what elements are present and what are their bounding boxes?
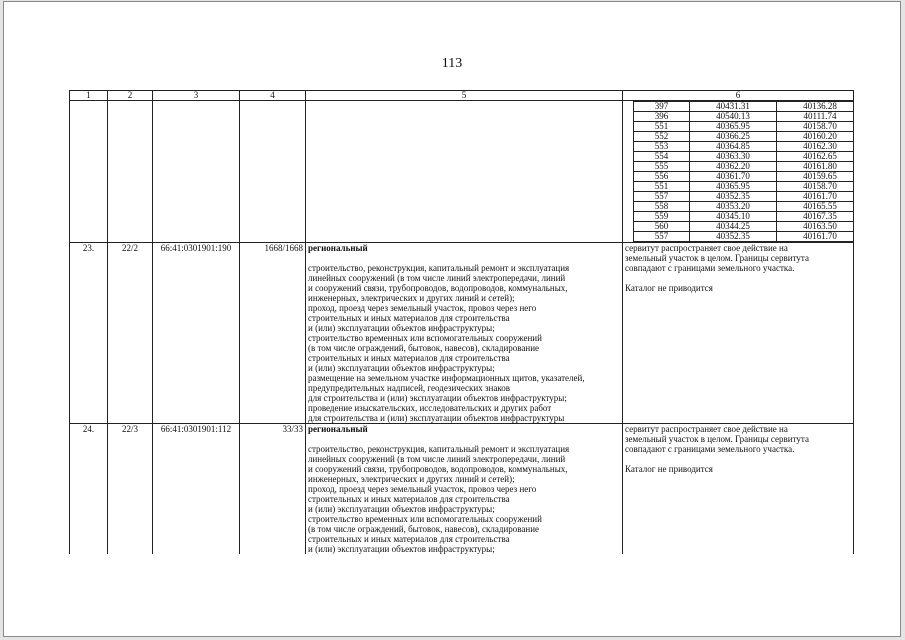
column-header: 3 [153,91,240,101]
description-line: проведение изыскательских, исследовательских и других работ [308,403,552,413]
coordinate-row [634,142,854,152]
coordinate-y: 40162.30 [777,142,854,152]
description-line: проход, проезд через земельный участок, провоз через него [308,484,537,494]
coordinate-row [634,132,854,142]
coordinate-x: 40352.35 [690,192,777,202]
description-line: и (или) эксплуатации объектов инфраструктуры; [308,363,495,373]
point-number: 557 [634,192,690,202]
row-number: 24. [70,424,108,555]
description-cell [306,424,623,555]
coordinate-y: 40160.20 [777,132,854,142]
description-line: размещение на земельном участке информационных щитов, указателей, [308,373,585,383]
table-row [70,424,854,555]
table-header-row [70,91,854,101]
note-line: сервитут распространяет свое действие на [625,243,788,253]
coordinate-x: 40353.20 [690,202,777,212]
column-header: 2 [108,91,153,101]
level-label: региональный [308,424,368,434]
coordinate-x: 40361.70 [690,172,777,182]
description-line: проход, проезд через земельный участок, провоз через него [308,303,537,313]
description-line: и сооружений связи, трубопроводов, водопроводов, коммунальных, [308,464,568,474]
column-header: 5 [306,91,623,101]
coordinate-row [634,122,854,132]
coordinate-row [634,172,854,182]
coordinate-x: 40363.30 [690,152,777,162]
description-cell [306,243,623,424]
note-line: сервитут распространяет свое действие на [625,424,788,434]
coordinate-x: 40366.25 [690,132,777,142]
coordinate-y: 40136.28 [777,102,854,112]
description-line: и сооружений связи, трубопроводов, водопроводов, коммунальных, [308,283,568,293]
coordinate-row [634,182,854,192]
note-cell [623,243,854,424]
cadastral-number: 66:41:0301901:190 [153,243,240,424]
point-number: 557 [634,232,690,242]
zone-number: 22/2 [108,243,153,424]
description-line: (в том числе ограждений, бытовок, навесов), складирование [308,343,540,353]
coordinate-row [634,202,854,212]
coordinate-y: 40165.55 [777,202,854,212]
description-line: строительство временных или вспомогательных сооружений [308,514,542,524]
coordinate-y: 40167.35 [777,212,854,222]
coordinate-row [634,102,854,112]
description-line: и (или) эксплуатации объектов инфраструктуры; [308,323,495,333]
point-number: 397 [634,102,690,112]
coordinate-x: 40431.31 [690,102,777,112]
description-line: и (или) эксплуатации объектов инфраструктуры; [308,544,495,554]
description-line: строительных и иных материалов для строительства [308,534,510,544]
coordinates-table [633,101,854,242]
coordinate-row [634,112,854,122]
coordinates-cell [623,101,854,243]
coordinate-y: 40161.70 [777,232,854,242]
note-cell [623,424,854,555]
note-line: земельный участок в целом. Границы сервитута [625,253,809,263]
easement-table [69,90,854,554]
description-line: строительных и иных материалов для строительства [308,353,510,363]
column-header: 1 [70,91,108,101]
continuation-row [70,101,854,243]
table-row [70,243,854,424]
coordinate-y: 40158.70 [777,182,854,192]
area-value: 1668/1668 [240,243,306,424]
description-line: линейных сооружений (в том числе линий электропередачи, линий [308,454,566,464]
coordinate-row [634,162,854,172]
description-line: для строительства и (или) эксплуатации объектов инфраструктуры; [308,393,567,403]
description-line: линейных сооружений (в том числе линий электропередачи, линий [308,273,566,283]
document-page [3,1,901,637]
coordinate-row [634,152,854,162]
description-line: строительных и иных материалов для строительства [308,313,510,323]
cadastral-number: 66:41:0301901:112 [153,424,240,555]
coordinate-y: 40162.65 [777,152,854,162]
column-header: 4 [240,91,306,101]
coordinate-x: 40365.95 [690,182,777,192]
area-value: 33/33 [240,424,306,555]
point-number: 551 [634,122,690,132]
point-number: 560 [634,222,690,232]
description-line: для строительства и (или) эксплуатации объектов инфраструктуры [308,413,565,423]
note-line: земельный участок в целом. Границы сервитута [625,434,809,444]
level-label: региональный [308,243,368,253]
point-number: 551 [634,182,690,192]
description-line: (в том числе ограждений, бытовок, навесов), складирование [308,524,540,534]
point-number: 555 [634,162,690,172]
point-number: 559 [634,212,690,222]
coordinate-x: 40540.13 [690,112,777,122]
point-number: 558 [634,202,690,212]
description-line: строительство, реконструкция, капитальный ремонт и эксплуатация [308,444,570,454]
coordinate-x: 40362.20 [690,162,777,172]
point-number: 554 [634,152,690,162]
point-number: 553 [634,142,690,152]
point-number: 556 [634,172,690,182]
coordinate-y: 40161.80 [777,162,854,172]
point-number: 396 [634,112,690,122]
zone-number: 22/3 [108,424,153,555]
catalog-note: Каталог не приводится [625,283,713,293]
coordinate-row [634,222,854,232]
note-line: совпадают с границами земельного участка. [625,263,795,273]
coordinate-x: 40344.25 [690,222,777,232]
coordinate-y: 40161.70 [777,192,854,202]
description-line: строительство, реконструкция, капитальный ремонт и эксплуатация [308,263,570,273]
description-line: и (или) эксплуатации объектов инфраструктуры; [308,504,495,514]
coordinate-y: 40163.50 [777,222,854,232]
coordinate-y: 40158.70 [777,122,854,132]
page-number: 113 [441,56,463,71]
description-line: предупредительных надписей, геодезических знаков [308,383,511,393]
coordinate-row [634,192,854,202]
point-number: 552 [634,132,690,142]
coordinate-x: 40345.10 [690,212,777,222]
coordinate-row [634,212,854,222]
catalog-note: Каталог не приводится [625,464,713,474]
column-header: 6 [623,91,854,101]
description-line: строительство временных или вспомогательных сооружений [308,333,542,343]
coordinate-x: 40365.95 [690,122,777,132]
coordinate-row [634,232,854,242]
note-line: совпадают с границами земельного участка. [625,444,795,454]
coordinate-x: 40364.85 [690,142,777,152]
description-line: инженерных, электрических и других линий и сетей); [308,293,515,303]
description-line: строительных и иных материалов для строительства [308,494,510,504]
description-line: инженерных, электрических и других линий и сетей); [308,474,515,484]
coordinate-y: 40159.65 [777,172,854,182]
coordinate-x: 40352.35 [690,232,777,242]
row-number: 23. [70,243,108,424]
coordinate-y: 40111.74 [777,112,854,122]
